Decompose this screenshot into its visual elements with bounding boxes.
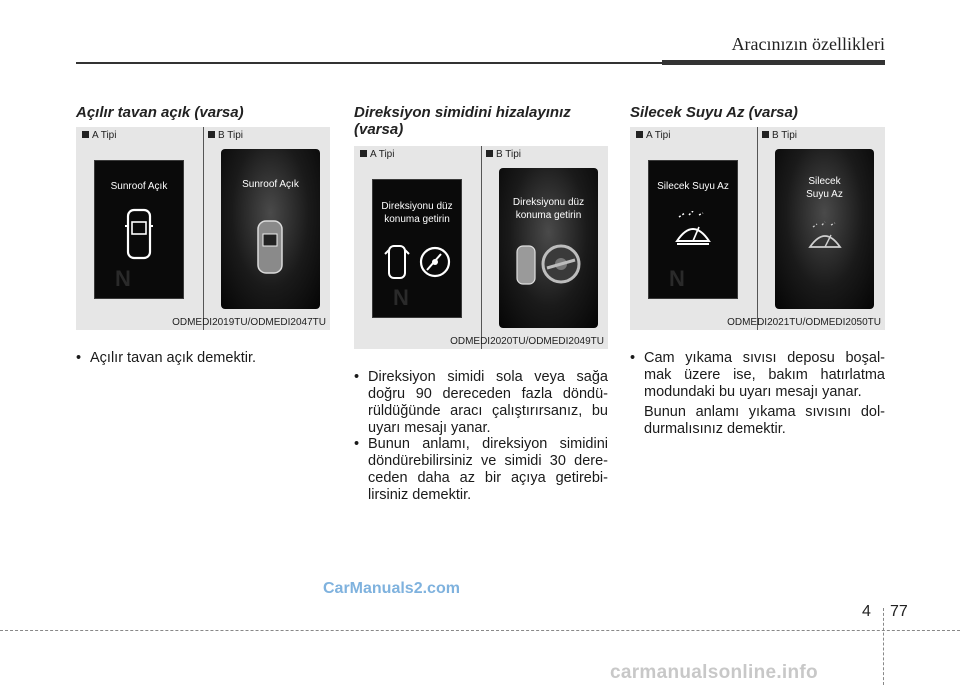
display-message: Direksiyonu düz konuma getirin <box>512 197 585 221</box>
display-type-b <box>499 168 598 328</box>
display-message: Silecek Suyu Az <box>657 181 729 192</box>
washer-fluid-icon <box>807 221 843 251</box>
washer-fluid-icon <box>673 211 713 247</box>
figure-label-a: A Tipi <box>636 130 670 141</box>
list-item: • Bunun anlamı, direksiyon simidini döndürebilirsiniz ve simidi 30 dere-ceden daha az bir açıya getirebi-lirsiniz demektir. <box>354 436 608 503</box>
figure-divider <box>203 127 204 330</box>
display-message: Sunroof Açık <box>242 179 299 190</box>
figure-label-a: A Tipi <box>360 149 394 160</box>
display-message: Sunroof Açık <box>110 181 168 192</box>
display-message: Direksiyonu düz konuma getirin <box>381 201 453 225</box>
figure-divider <box>481 146 482 349</box>
footer-rule <box>0 630 960 631</box>
figure-steering <box>354 146 608 349</box>
section-sunroof <box>76 104 330 121</box>
figure-label-b: B Tipi <box>486 149 521 160</box>
steering-wheel-icon <box>513 238 585 294</box>
display-message: Silecek Suyu Az <box>806 176 843 200</box>
display-type-b <box>775 149 874 309</box>
display-type-a <box>648 160 738 299</box>
list-item: • Açılır tavan açık demektir. <box>76 350 257 366</box>
figure-divider <box>757 127 758 330</box>
ghost-gear-indicator: N <box>669 266 685 291</box>
car-sunroof-icon <box>254 217 286 277</box>
section-steering <box>354 104 608 138</box>
figure-code: ODMEDI2021TU/ODMEDI2050TU <box>727 317 881 328</box>
display-type-b <box>221 149 320 309</box>
ghost-gear-indicator: N <box>115 266 131 291</box>
footer-divider <box>883 608 884 685</box>
header-rule-accent <box>662 60 885 65</box>
section-title: Silecek Suyu Az (varsa) <box>630 104 798 121</box>
section-washer <box>630 104 885 121</box>
list-item: • Cam yıkama sıvısı deposu boşal-mak üzere ise, bakım hatırlatma modundaki bu uyarı mesajı yanar. <box>630 350 885 400</box>
figure-label-a: A Tipi <box>82 130 116 141</box>
page-number: 77 <box>890 603 908 620</box>
figure-washer <box>630 127 885 330</box>
list-item: • Direksiyon simidi sola veya sağa doğru 90 dereceden fazla döndü-rüldüğünde aracı çalıştırırsanız, bu uyarı mesajı yanar. <box>354 369 608 436</box>
figure-label-b: B Tipi <box>208 130 243 141</box>
figure-label-b: B Tipi <box>762 130 797 141</box>
steering-wheel-icon <box>383 240 453 284</box>
figure-code: ODMEDI2020TU/ODMEDI2049TU <box>450 336 604 347</box>
section-title: Direksiyon simidini hizalayınız (varsa) <box>354 104 571 138</box>
section-number: 4 <box>862 603 871 620</box>
watermark-text: CarManuals2.com <box>323 580 460 597</box>
car-sunroof-icon <box>125 206 153 262</box>
figure-sunroof <box>76 127 330 330</box>
watermark-site: carmanualsonline.info <box>610 662 818 683</box>
ghost-gear-indicator: N <box>393 285 409 310</box>
body-paragraph: Bunun anlamı yıkama sıvısını dol-durmalısınız demektir. <box>644 404 885 437</box>
display-type-a <box>94 160 184 299</box>
section-title: Açılır tavan açık (varsa) <box>76 104 244 121</box>
display-type-a <box>372 179 462 318</box>
figure-code: ODMEDI2019TU/ODMEDI2047TU <box>172 317 326 328</box>
page-header-title: Aracınızın özellikleri <box>731 34 885 54</box>
